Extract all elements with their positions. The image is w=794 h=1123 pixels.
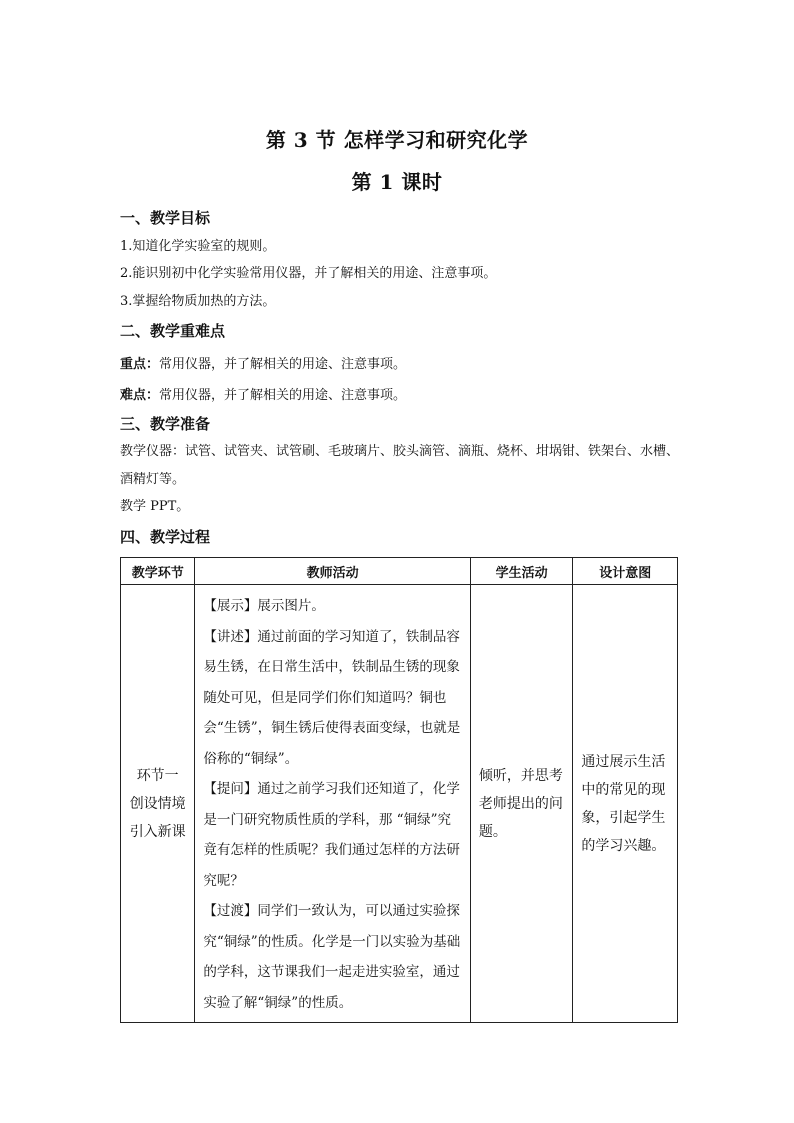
stage-line-2: 创设情境 [129,795,186,812]
column-header-teacher: 教师活动 [195,558,470,585]
prep-heading: 三、教学准备 [120,415,211,433]
key-points-heading: 二、教学重难点 [120,322,226,340]
stage-line-1: 环节一 [136,767,179,784]
student-activity-cell: 倾听，并思考老师提出的问题。 [470,585,573,1023]
table-header-row [121,558,678,585]
stage-line-3: 引入新课 [129,823,186,840]
teacher-transition: 【过渡】同学们一致认为，可以通过实验探究“铜绿”的性质。化学是一门以实验为基础的学科，这节课我们一起走进实验室，通过实验了解“铜绿”的性质。 [203,903,461,1011]
table-row [121,585,678,1023]
goal-item-1: 1.知道化学实验室的规则。 [120,239,276,254]
process-heading: 四、教学过程 [120,528,211,546]
prep-ppt: 教学 PPT。 [120,499,190,514]
key-text: 常用仪器，并了解相关的用途、注意事项。 [159,357,407,372]
goal-item-2: 2.能识别初中化学实验常用仪器，并了解相关的用途、注意事项。 [120,266,497,281]
prep-instruments: 教学仪器：试管、试管夹、试管刷、毛玻璃片、胶头滴管、滴瓶、烧杯、坩埚钳、铁架台、水槽、酒精灯等。 [120,444,680,487]
lesson-subtitle: 第 1 课时 [351,170,443,194]
teacher-show: 【展示】展示图片。 [203,598,325,614]
goals-heading: 一、教学目标 [120,209,211,227]
key-point-line [120,355,406,375]
stage-cell [121,585,195,1023]
column-header-stage: 教学环节 [121,558,195,585]
teacher-question: 【提问】通过之前学习我们还知道了，化学是一门研究物质性质的学科，那 “铜绿”究竟有怎样的性质呢？我们通过怎样的方法研究呢？ [203,781,460,889]
design-intent-cell: 通过展示生活中的常见的现象，引起学生的学习兴趣。 [573,585,678,1023]
lesson-title: 第 3 节 怎样学习和研究化学 [265,128,529,152]
process-table [120,557,678,1023]
teacher-activity-cell [195,585,470,1023]
difficult-point-line [120,386,406,406]
key-label: 重点： [120,357,160,372]
difficult-label: 难点： [120,388,160,403]
column-header-student: 学生活动 [470,558,573,585]
goal-item-3: 3.掌握给物质加热的方法。 [120,294,276,309]
column-header-design: 设计意图 [573,558,678,585]
teacher-narrate: 【讲述】通过前面的学习知道了，铁制品容易生锈，在日常生活中，铁制品生锈的现象随处可见，但是同学们你们知道吗？铜也会“生锈”，铜生锈后使得表面变绿，也就是俗称的“铜绿”。 [203,628,461,767]
difficult-text: 常用仪器，并了解相关的用途、注意事项。 [159,388,407,403]
